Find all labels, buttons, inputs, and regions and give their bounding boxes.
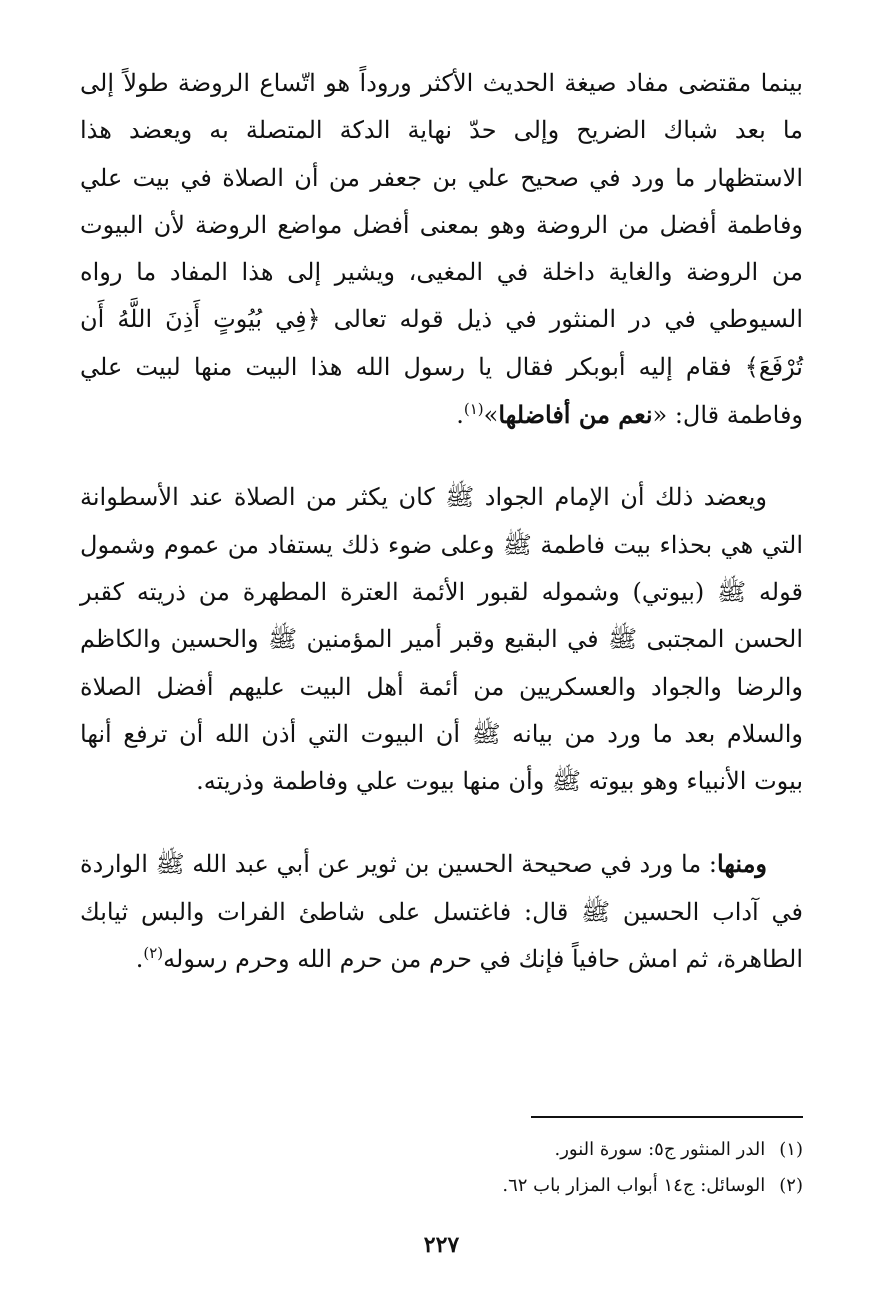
paragraph-3-text: : ما ورد في صحيحة الحسين بن ثوير عن أبي عبد الله ﷺ الواردة في آداب الحسين ﷺ قال: فاغتسل على شاطئ الفرات والبس ثيابك الطاهرة، ثم امش حافياً فإنك في حرم من حرم الله وحرم رسوله	[80, 850, 803, 974]
footnotes	[80, 1132, 803, 1204]
paragraph-1-quote-bold: نعم من أفاضلها	[498, 400, 653, 430]
page-number: ٢٢٧	[423, 1232, 460, 1258]
footnote-ref-2: (٢)	[143, 944, 164, 963]
footnote-1-text: الدر المنثور ج٥: سورة النور.	[554, 1139, 766, 1160]
paragraph-1-text: بينما مقتضى مفاد صيغة الحديث الأكثر وروداً هو اتّساع الروضة طولاً إلى ما بعد شباك الضريح وإلى حدّ نهاية الدكة المتصلة به ويعضد هذا الاستظهار ما ورد في صحيح علي بن جعفر من أن الصلاة في بيت علي وفاطمة أفضل من الروضة وهو بمعنى أفضل مواضع الروضة لأن البيوت من الروضة والغاية داخلة في المغيى، ويشير إلى هذا المفاد ما رواه السيوطي في در المنثور في ذيل قوله تعالى ﴿فِي بُيُوتٍ أَذِنَ اللَّهُ أَن تُرْفَعَ﴾ فقام إليه أبوبكر فقال يا رسول الله هذا البيت منها لبيت علي وفاطمة قال: «	[80, 69, 804, 430]
paragraph-2	[80, 474, 803, 805]
paragraph-1-quote-close: »	[483, 401, 499, 430]
footnote-1	[80, 1132, 803, 1168]
footnote-2-number: (٢)	[779, 1175, 803, 1196]
paragraph-3	[80, 840, 803, 983]
footnote-divider	[531, 1116, 803, 1118]
paragraph-3-lead-bold: ومنها	[716, 849, 768, 879]
paragraph-1	[80, 60, 803, 439]
paragraph-1-end: .	[456, 401, 464, 430]
footnote-1-number: (١)	[779, 1139, 803, 1160]
paragraph-3-end: .	[135, 945, 144, 974]
footnote-2-text: الوسائل: ج١٤ أبواب المزار باب ٦٢.	[502, 1175, 766, 1196]
footnote-ref-1: (١)	[463, 400, 484, 419]
body-text	[80, 60, 803, 983]
paragraph-2-text: ويعضد ذلك أن الإمام الجواد ﷺ كان يكثر من الصلاة عند الأسطوانة التي هي بحذاء بيت فاطمة ﷺ وعلى ضوء ذلك يستفاد من عموم وشمول قوله ﷺ (بيوتي) وشموله لقبور الأئمة العترة المطهرة من ذريته كقبر الحسن المجتبى ﷺ في البقيع وقبر أمير المؤمنين ﷺ والحسين والكاظم والرضا والجواد والعسكريين من أئمة أهل البيت عليهم أفضل الصلاة والسلام بعد ما ورد من بيانه ﷺ أن البيوت التي أذن الله أن ترفع أنها بيوت الأنبياء وهو بيوته ﷺ وأن منها بيوت علي وفاطمة وذريته.	[80, 483, 803, 796]
footnote-2	[80, 1168, 803, 1204]
